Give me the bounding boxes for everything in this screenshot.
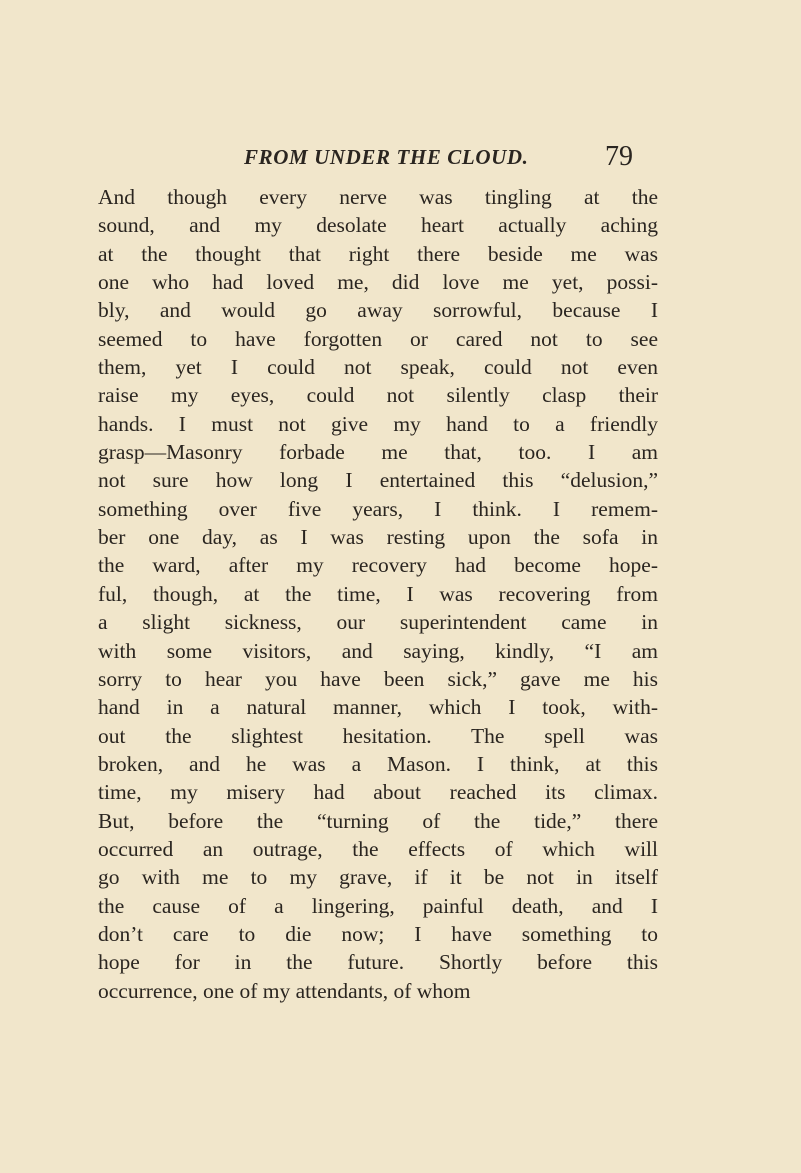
text-line: ful, though, at the time, I was recovering from <box>98 581 658 606</box>
text-line: them, yet I could not speak, could not even <box>98 355 658 380</box>
text-line: something over five years, I think. I remem- <box>98 496 658 521</box>
text-line: time, my misery had about reached its climax. <box>98 780 658 805</box>
page-number: 79 <box>605 141 633 172</box>
text-line: go with me to my grave, if it be not in itself <box>98 865 658 890</box>
text-line: with some visitors, and saying, kindly, “I am <box>98 638 658 663</box>
text-line: seemed to have forgotten or cared not to see <box>98 326 658 351</box>
text-line: the cause of a lingering, painful death, and I <box>98 893 658 918</box>
text-line: And though every nerve was tingling at the <box>98 185 658 209</box>
text-line: sound, and my desolate heart actually aching <box>98 213 658 238</box>
text-line: a slight sickness, our superintendent came in <box>98 610 658 635</box>
text-line: not sure how long I entertained this “delusion,” <box>98 468 658 493</box>
text-line: occurrence, one of my attendants, of whom <box>98 978 471 1003</box>
running-title: FROM UNDER THE CLOUD. <box>244 145 529 169</box>
text-line: hands. I must not give my hand to a friendly <box>98 411 658 436</box>
page-header <box>0 142 801 178</box>
text-line: the ward, after my recovery had become hope- <box>98 553 658 578</box>
text-line: But, before the “turning of the tide,” there <box>98 808 658 833</box>
text-line: sorry to hear you have been sick,” gave me his <box>98 666 658 691</box>
text-line: one who had loved me, did love me yet, possi- <box>98 270 658 295</box>
text-line: hope for in the future. Shortly before this <box>98 950 658 975</box>
text-line: don’t care to die now; I have something to <box>98 921 658 946</box>
text-line: occurred an outrage, the effects of which will <box>98 836 658 861</box>
text-line: out the slightest hesitation. The spell was <box>98 723 658 748</box>
text-line: broken, and he was a Mason. I think, at this <box>98 751 658 776</box>
body-text <box>98 183 658 1005</box>
text-line: ber one day, as I was resting upon the sofa in <box>98 525 658 550</box>
text-line: raise my eyes, could not silently clasp their <box>98 383 658 408</box>
text-line: hand in a natural manner, which I took, with- <box>98 695 658 720</box>
text-line: at the thought that right there beside me was <box>98 241 658 266</box>
text-line: grasp—Masonry forbade me that, too. I am <box>98 440 658 465</box>
text-line: bly, and would go away sorrowful, because I <box>98 298 658 323</box>
